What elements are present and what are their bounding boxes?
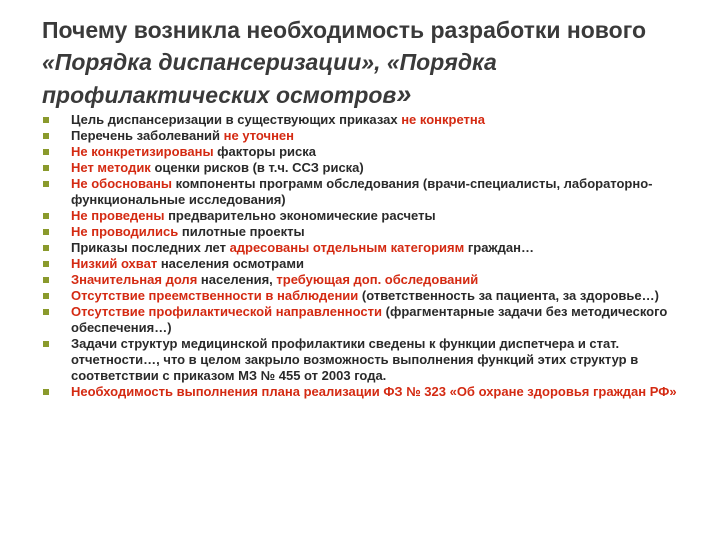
square-bullet-icon [43,181,49,187]
square-bullet-icon [43,277,49,283]
bullet-text: предварительно экономические расчеты [164,208,436,223]
highlighted-text: адресованы отдельным категориям [229,240,465,255]
square-bullet-icon [43,149,49,155]
bullet-text: (фрагментарные задачи без методического обеспечения…) [71,304,668,335]
bullet-item [42,208,682,224]
highlighted-text: Отсутствие преемственности в наблюдении [71,288,359,303]
square-bullet-icon [43,229,49,235]
bullet-item [42,272,682,288]
square-bullet-icon [43,389,49,395]
highlighted-text: Необходимость выполнения плана реализации ФЗ № 323 «Об охране здоровья граждан РФ» [71,384,677,399]
bullet-text: факторы риска [213,144,316,159]
bullet-text: Приказы последних лет [71,240,230,255]
bullet-item [42,112,682,128]
title-part-italic: «Порядка диспансеризации», «Порядка профилактических осмотров [42,49,497,108]
bullet-list [42,112,682,400]
bullet-item [42,224,682,240]
bullet-item [42,384,682,400]
bullet-item [42,128,682,144]
bullet-item [42,256,682,272]
bullet-text: (ответственность за пациента, за здоровье…) [358,288,659,303]
bullet-text: компоненты программ обследования (врачи-специалисты, лабораторно-функциональные исследования) [71,176,653,207]
bullet-item [42,304,682,336]
highlighted-text: Не конкретизированы [71,144,214,159]
bullet-text: Задачи структур медицинской профилактики сведены к функции диспетчера и стат. отчетности…, что в целом закрыло возможность выполнения функций этих структур в соответствии с приказом МЗ № 455 от 2003 года. [71,336,639,383]
square-bullet-icon [43,261,49,267]
highlighted-text: Не обоснованы [71,176,172,191]
bullet-item [42,176,682,208]
bullet-text: граждан… [464,240,534,255]
highlighted-text: требующая доп. обследований [276,272,479,287]
bullet-item [42,144,682,160]
highlighted-text: Значительная доля [71,272,198,287]
highlighted-text: Не проведены [71,208,165,223]
square-bullet-icon [43,213,49,219]
bullet-item [42,336,682,384]
bullet-item [42,288,682,304]
bullet-item [42,240,682,256]
highlighted-text: не уточнен [223,128,295,143]
bullet-text: населения, [197,272,277,287]
bullet-text: Цель диспансеризации в существующих приказах [71,112,402,127]
highlighted-text: Отсутствие профилактической направленности [71,304,383,319]
highlighted-text: Низкий охват [71,256,158,271]
bullet-text: Перечень заболеваний [71,128,224,143]
square-bullet-icon [43,309,49,315]
bullet-item [42,160,682,176]
bullet-text: пилотные проекты [178,224,305,239]
slide-title [42,14,682,111]
highlighted-text: не конкретна [401,112,485,127]
square-bullet-icon [43,117,49,123]
square-bullet-icon [43,293,49,299]
square-bullet-icon [43,341,49,347]
bullet-text: оценки рисков (в т.ч. ССЗ риска) [150,160,364,175]
square-bullet-icon [43,165,49,171]
bullet-text: населения осмотрами [157,256,304,271]
square-bullet-icon [43,245,49,251]
square-bullet-icon [43,133,49,139]
highlighted-text: Нет методик [71,160,151,175]
title-closing-quote: » [396,79,412,109]
title-part-plain: Почему возникла необходимость разработки нового [42,17,647,43]
highlighted-text: Не проводились [71,224,179,239]
